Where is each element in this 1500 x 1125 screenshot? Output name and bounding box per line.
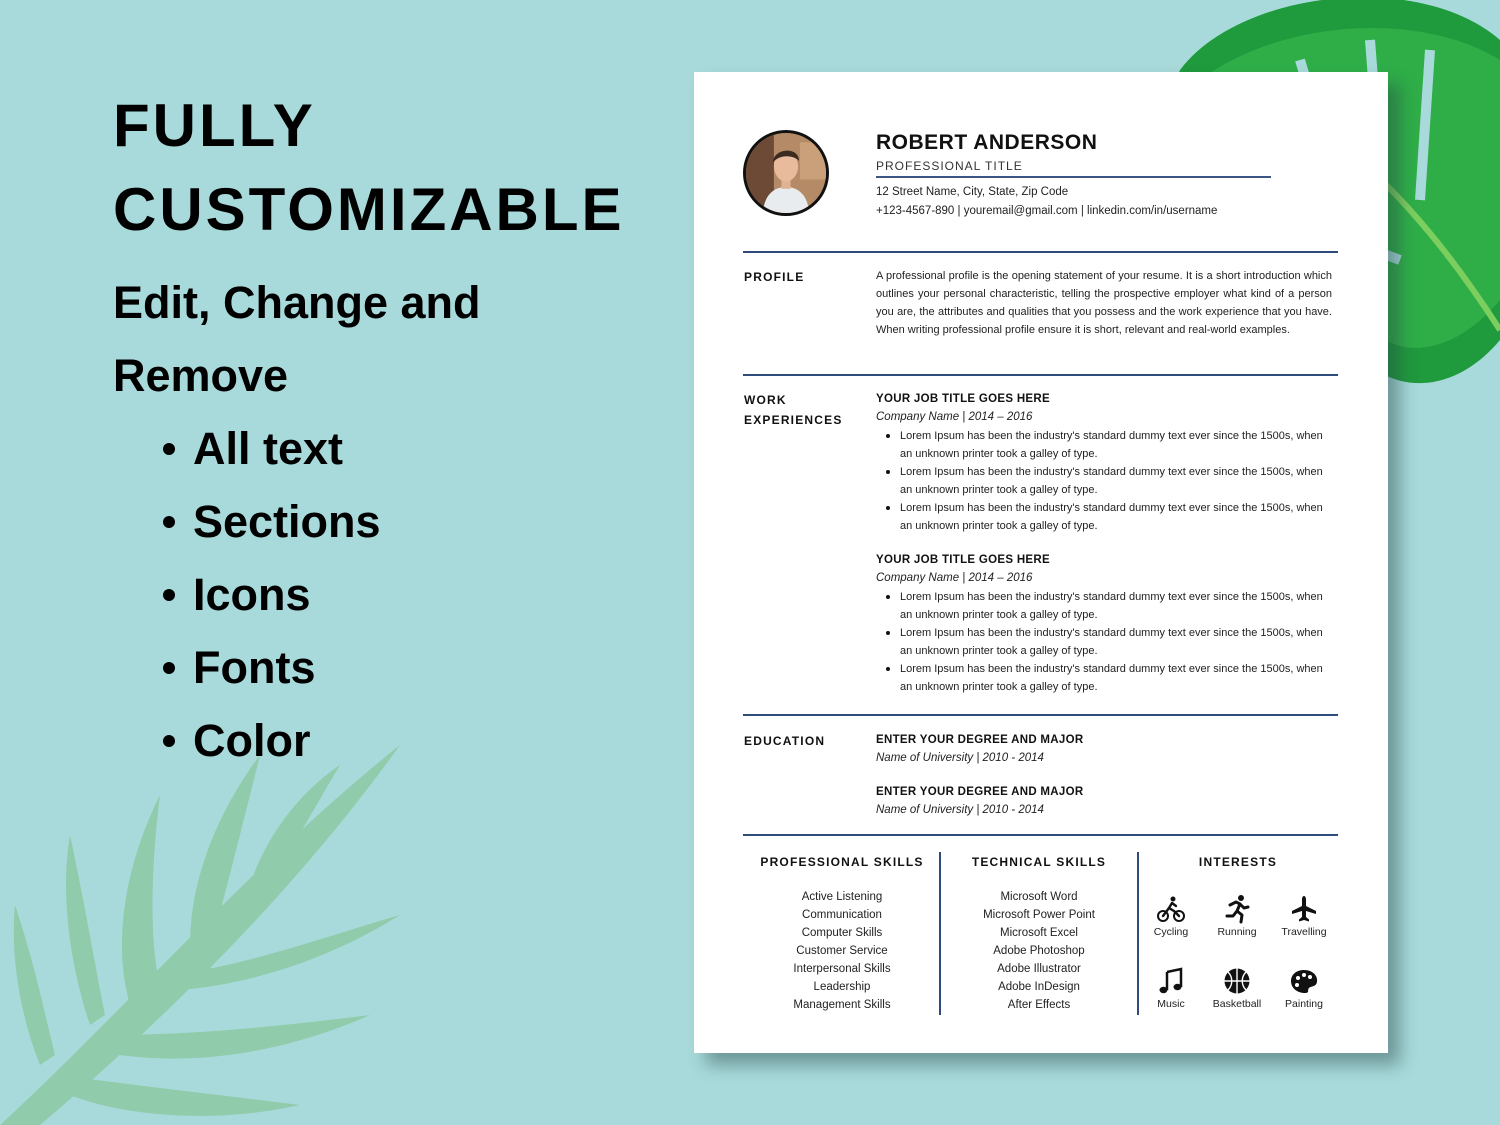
airplane-icon	[1289, 894, 1319, 924]
job-bullet: Lorem Ipsum has been the industry's standard dummy text ever since the 1500s, when an unknown printer took a galley of type.	[876, 624, 1332, 660]
column-divider	[939, 852, 941, 1015]
skill-item: Interpersonal Skills	[793, 963, 891, 975]
interest-painting	[1269, 966, 1339, 1010]
subheadline-line-2: Remove	[113, 350, 289, 401]
cycling-icon	[1156, 894, 1186, 924]
subheadline-line-1: Edit, Change and	[113, 277, 481, 328]
name-divider	[876, 176, 1271, 178]
running-icon	[1222, 894, 1252, 924]
skill-item: Active Listening	[801, 891, 883, 903]
education-label: EDUCATION	[744, 734, 826, 748]
job-bullet: Lorem Ipsum has been the industry's standard dummy text ever since the 1500s, when an unknown printer took a galley of type.	[876, 427, 1332, 463]
technical-skills-list	[946, 888, 1132, 1014]
skill-item: Customer Service	[796, 945, 888, 957]
interest-label: Travelling	[1281, 926, 1327, 938]
feature-list	[159, 412, 653, 777]
interest-music	[1136, 966, 1206, 1010]
interest-label: Cycling	[1153, 926, 1189, 938]
section-divider	[743, 834, 1338, 836]
feature-item: Fonts	[159, 631, 653, 704]
interest-label: Basketball	[1212, 998, 1262, 1010]
skill-item: Management Skills	[793, 999, 891, 1011]
education-section	[876, 731, 1332, 819]
work-section	[876, 390, 1332, 696]
job-bullet: Lorem Ipsum has been the industry's standard dummy text ever since the 1500s, when an unknown printer took a galley of type.	[876, 463, 1332, 499]
job-bullets	[876, 588, 1332, 696]
person-photo-icon	[746, 133, 826, 213]
work-label-line-2: EXPERIENCES	[744, 413, 843, 427]
education-entry	[876, 783, 1332, 819]
job-entry	[876, 390, 1332, 535]
school: Name of University | 2010 - 2014	[876, 804, 1044, 816]
skill-item: Leadership	[813, 981, 871, 993]
degree: ENTER YOUR DEGREE AND MAJOR	[876, 734, 1084, 746]
skill-item: Communication	[802, 909, 882, 921]
degree: ENTER YOUR DEGREE AND MAJOR	[876, 786, 1084, 798]
job-company: Company Name | 2014 – 2016	[876, 572, 1033, 584]
interest-running	[1202, 894, 1272, 938]
feature-item: Icons	[159, 558, 653, 631]
skill-item: Adobe Photoshop	[993, 945, 1085, 957]
profile-text: A professional profile is the opening statement of your resume. It is a short introduction which outlines your personal characteristic, telling the prospective employer what kind of a person you are, the attributes and qualities that you possess and the work experience that you have. When writing professional profile ensure it is short, relevant and real-world examples.	[876, 270, 1332, 336]
profile-section	[876, 267, 1332, 339]
section-divider	[743, 251, 1338, 253]
subheadline	[113, 266, 653, 412]
technical-skills-column	[946, 852, 1132, 1014]
job-entry	[876, 551, 1332, 696]
interest-basketball	[1202, 966, 1272, 1010]
resume-name: ROBERT ANDERSON	[876, 131, 1098, 154]
job-bullet: Lorem Ipsum has been the industry's standard dummy text ever since the 1500s, when an unknown printer took a galley of type.	[876, 499, 1332, 535]
work-label	[744, 390, 843, 430]
interest-cycling	[1136, 894, 1206, 938]
interests-heading: INTERESTS	[1198, 855, 1278, 869]
profile-photo	[743, 130, 829, 216]
technical-skills-heading: TECHNICAL SKILLS	[971, 855, 1107, 869]
contact-line: +123-4567-890 | youremail@gmail.com | linkedin.com/in/username	[876, 205, 1218, 217]
address: 12 Street Name, City, State, Zip Code	[876, 186, 1069, 198]
section-divider	[743, 374, 1338, 376]
job-title: YOUR JOB TITLE GOES HERE	[876, 554, 1050, 566]
basketball-icon	[1222, 966, 1252, 996]
professional-skills-list	[750, 888, 934, 1014]
interest-label: Painting	[1285, 998, 1323, 1010]
job-bullet: Lorem Ipsum has been the industry's standard dummy text ever since the 1500s, when an unknown printer took a galley of type.	[876, 660, 1332, 696]
feature-item: Color	[159, 704, 653, 777]
interests-column	[1144, 852, 1332, 872]
feature-item: Sections	[159, 485, 653, 558]
contact-block	[876, 183, 1217, 221]
skill-item: Adobe Illustrator	[997, 963, 1081, 975]
job-bullets	[876, 427, 1332, 535]
professional-skills-column	[750, 852, 934, 1014]
promo-panel	[113, 84, 653, 777]
skill-item: Microsoft Power Point	[983, 909, 1095, 921]
work-label-line-1: WORK	[744, 393, 787, 407]
skill-item: Microsoft Excel	[1000, 927, 1078, 939]
interest-travelling	[1269, 894, 1339, 938]
skill-item: After Effects	[1007, 999, 1071, 1011]
professional-skills-heading: PROFESSIONAL SKILLS	[760, 855, 924, 869]
job-company: Company Name | 2014 – 2016	[876, 411, 1033, 423]
professional-title: PROFESSIONAL TITLE	[876, 159, 1023, 173]
job-title: YOUR JOB TITLE GOES HERE	[876, 393, 1050, 405]
palette-icon	[1289, 966, 1319, 996]
section-divider	[743, 714, 1338, 716]
headline-line-2: CUSTOMIZABLE	[113, 176, 625, 243]
music-note-icon	[1156, 966, 1186, 996]
skill-item: Computer Skills	[801, 927, 883, 939]
headline	[113, 84, 653, 252]
resume-sheet	[694, 72, 1388, 1053]
school: Name of University | 2010 - 2014	[876, 752, 1044, 764]
education-entry	[876, 731, 1332, 767]
feature-item: All text	[159, 412, 653, 485]
job-bullet: Lorem Ipsum has been the industry's standard dummy text ever since the 1500s, when an unknown printer took a galley of type.	[876, 588, 1332, 624]
interest-label: Running	[1217, 926, 1257, 938]
profile-label: PROFILE	[744, 270, 805, 284]
interest-label: Music	[1157, 998, 1185, 1010]
skill-item: Microsoft Word	[1000, 891, 1078, 903]
headline-line-1: FULLY	[113, 92, 316, 159]
skill-item: Adobe InDesign	[998, 981, 1080, 993]
